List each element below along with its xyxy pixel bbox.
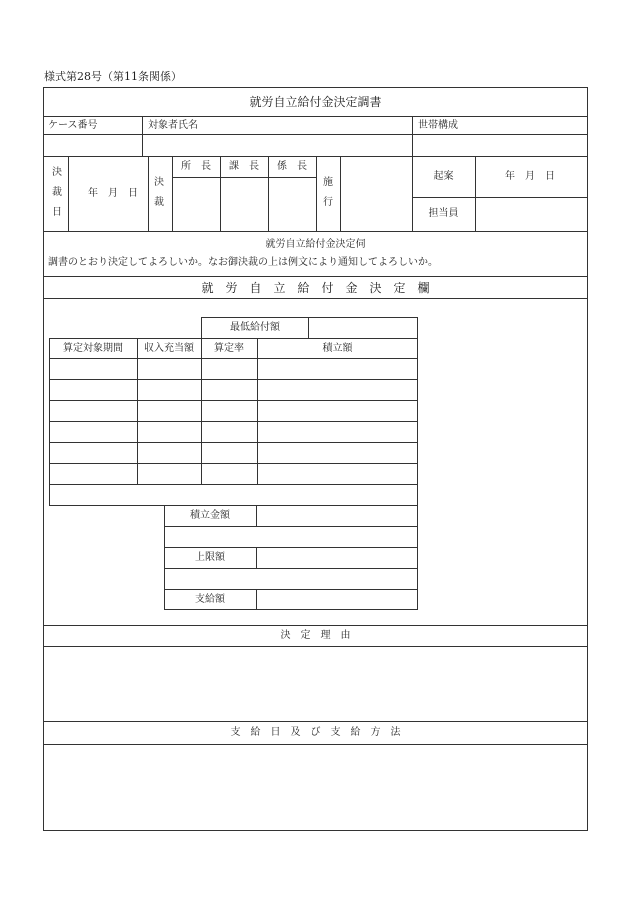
total-note-field[interactable] bbox=[165, 527, 417, 547]
tantou-label: 担当員 bbox=[428, 208, 459, 219]
shiko-label: 施 行 bbox=[323, 177, 333, 208]
kian-label: 起案 bbox=[433, 171, 454, 182]
inquiry-heading: 就労自立給付金決定伺 bbox=[265, 239, 366, 250]
form-title: 就労自立給付金決定調書 bbox=[249, 95, 382, 109]
household-label: 世帯構成 bbox=[418, 120, 458, 131]
upper-limit-label: 上限額 bbox=[195, 552, 225, 563]
shocho-stamp-box[interactable] bbox=[173, 178, 219, 230]
kacho-label: 課 長 bbox=[229, 161, 259, 172]
total-field[interactable] bbox=[257, 506, 417, 526]
shiko-field[interactable] bbox=[341, 157, 412, 230]
table-row[interactable] bbox=[50, 464, 417, 484]
table-row[interactable] bbox=[50, 443, 417, 463]
inquiry-text: 調書のとおり決定してよろしいか。なお御決裁の上は例文により通知してよろしいか。 bbox=[48, 257, 438, 268]
tantou-field[interactable] bbox=[476, 198, 587, 230]
subject-name-label: 対象者氏名 bbox=[148, 120, 198, 131]
upper-limit-field[interactable] bbox=[257, 548, 417, 568]
col-income: 収入充当額 bbox=[144, 343, 194, 354]
reason-field[interactable] bbox=[44, 647, 587, 720]
table-row[interactable] bbox=[50, 422, 417, 442]
shocho-label: 所 長 bbox=[181, 161, 211, 172]
method-field[interactable] bbox=[44, 745, 587, 830]
payment-label: 支給額 bbox=[195, 594, 225, 605]
payment-field[interactable] bbox=[257, 590, 417, 610]
table-row[interactable] bbox=[50, 401, 417, 421]
kakaricho-label: 係 長 bbox=[277, 161, 307, 172]
case-number-field[interactable] bbox=[44, 135, 141, 155]
total-label: 積立金額 bbox=[190, 510, 230, 521]
kessai-ymd: 年 月 日 bbox=[88, 188, 138, 199]
col-rate: 算定率 bbox=[214, 343, 244, 354]
kessai-date-label: 決 裁 日 bbox=[52, 167, 62, 218]
kian-ymd: 年 月 日 bbox=[505, 171, 555, 182]
table-row[interactable] bbox=[50, 380, 417, 400]
household-field[interactable] bbox=[413, 135, 587, 155]
table-row[interactable] bbox=[50, 359, 417, 379]
table-summary-row[interactable] bbox=[50, 485, 417, 505]
reason-section-title: 決 定 理 由 bbox=[280, 630, 351, 641]
col-accumulated: 積立額 bbox=[322, 343, 353, 354]
min-amount-field[interactable] bbox=[308, 317, 418, 339]
subject-name-field[interactable] bbox=[143, 135, 411, 155]
kakaricho-stamp-box[interactable] bbox=[269, 178, 315, 230]
decision-section-title: 就 労 自 立 給 付 金 決 定 欄 bbox=[201, 281, 430, 295]
upper-limit-note-field[interactable] bbox=[165, 569, 417, 589]
form-number: 様式第28号（第11条関係） bbox=[44, 70, 182, 83]
kacho-stamp-box[interactable] bbox=[221, 178, 267, 230]
col-period: 算定対象期間 bbox=[63, 343, 123, 354]
kessai-label: 決 裁 bbox=[154, 177, 164, 208]
case-number-label: ケース番号 bbox=[48, 120, 98, 131]
method-section-title: 支 給 日 及 び 支 給 方 法 bbox=[230, 727, 401, 738]
min-amount-label: 最低給付額 bbox=[230, 322, 280, 333]
